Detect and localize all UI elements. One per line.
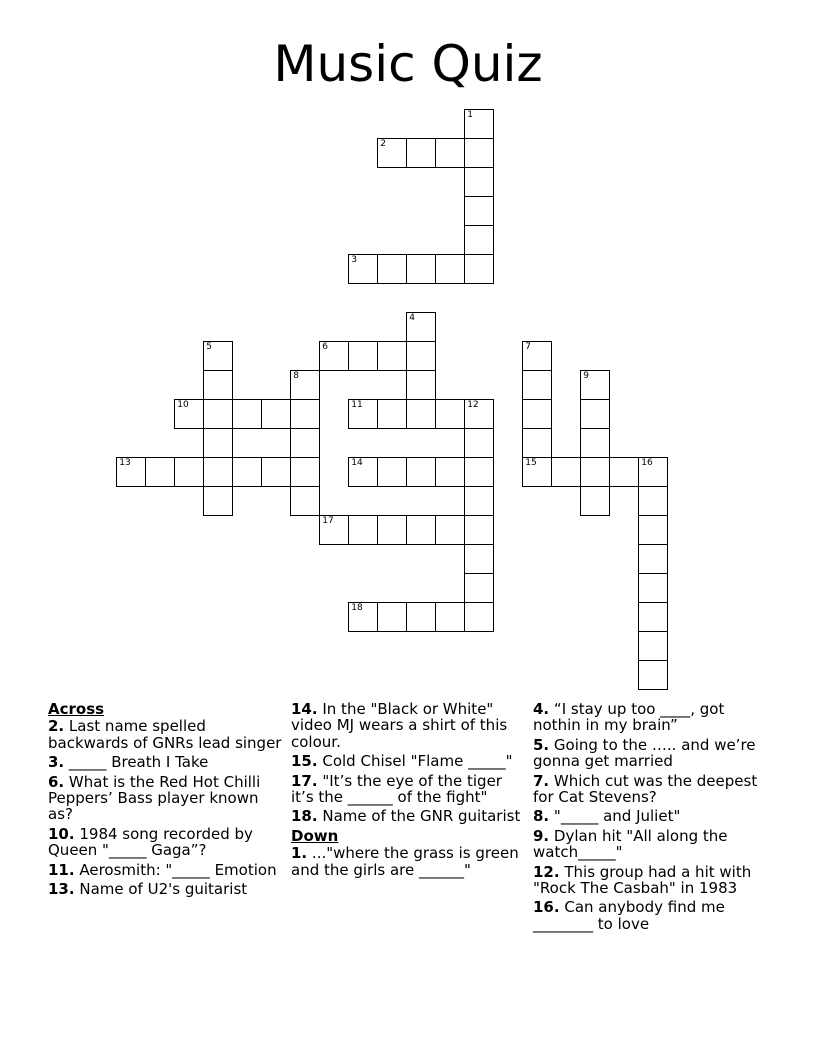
clue-down-8: 8. "_____ and Juliet"	[533, 807, 681, 826]
grid-cell[interactable]	[377, 399, 407, 429]
grid-cell[interactable]	[464, 457, 494, 487]
grid-cell[interactable]	[464, 167, 494, 197]
grid-cell[interactable]	[580, 399, 610, 429]
grid-cell[interactable]	[609, 457, 639, 487]
cell-number: 18	[351, 603, 363, 614]
cell-number: 10	[177, 400, 189, 411]
grid-cell[interactable]	[580, 486, 610, 516]
grid-cell[interactable]	[464, 225, 494, 255]
grid-cell[interactable]	[203, 486, 233, 516]
grid-cell[interactable]	[377, 138, 407, 168]
grid-cell[interactable]	[638, 660, 668, 690]
grid-cell[interactable]	[464, 196, 494, 226]
grid-cell[interactable]	[580, 370, 610, 400]
cell-number: 2	[380, 139, 386, 150]
grid-cell[interactable]	[638, 602, 668, 632]
grid-cell[interactable]	[464, 602, 494, 632]
cell-number: 9	[583, 371, 589, 382]
grid-cell[interactable]	[319, 341, 349, 371]
grid-cell[interactable]	[580, 457, 610, 487]
grid-cell[interactable]	[174, 399, 204, 429]
grid-cell[interactable]	[290, 370, 320, 400]
cell-number: 17	[322, 516, 334, 527]
across-heading: Across	[48, 700, 105, 718]
cell-number: 16	[641, 458, 653, 469]
grid-cell[interactable]	[435, 138, 465, 168]
cell-number: 12	[467, 400, 479, 411]
grid-cell[interactable]	[145, 457, 175, 487]
grid-cell[interactable]	[464, 138, 494, 168]
grid-cell[interactable]	[406, 341, 436, 371]
grid-cell[interactable]	[232, 399, 262, 429]
clue-across-15: 15. Cold Chisel "Flame _____"	[291, 752, 513, 771]
grid-cell[interactable]	[435, 602, 465, 632]
grid-cell[interactable]	[638, 631, 668, 661]
clue-across-11: 11. Aerosmith: "_____ Emotion	[48, 860, 277, 879]
cell-number: 15	[525, 458, 537, 469]
grid-cell[interactable]	[638, 515, 668, 545]
grid-cell[interactable]	[377, 457, 407, 487]
grid-cell[interactable]	[377, 341, 407, 371]
grid-cell[interactable]	[203, 428, 233, 458]
clue-down-7: 7. Which cut was the deepest for Cat Stevens?	[533, 771, 758, 807]
page-title: Music Quiz	[273, 35, 543, 93]
grid-cell[interactable]	[522, 428, 552, 458]
grid-cell[interactable]	[406, 138, 436, 168]
clues-column-2	[291, 700, 527, 881]
grid-cell[interactable]	[203, 457, 233, 487]
down-heading: Down	[291, 826, 339, 845]
grid-cell[interactable]	[464, 254, 494, 284]
grid-cell[interactable]	[464, 515, 494, 545]
grid-cell[interactable]	[435, 457, 465, 487]
grid-cell[interactable]	[290, 457, 320, 487]
grid-cell[interactable]	[406, 602, 436, 632]
grid-cell[interactable]	[406, 312, 436, 342]
clue-down-1: 1. ..."where the grass is green and the girls are ______"	[291, 844, 519, 879]
grid-cell[interactable]	[406, 515, 436, 545]
grid-cell[interactable]	[203, 370, 233, 400]
grid-cell[interactable]	[116, 457, 146, 487]
clue-across-17: 17. "It’s the eye of the tiger it’s the ______ of the fight"	[291, 771, 502, 807]
cell-number: 14	[351, 458, 363, 469]
grid-cell[interactable]	[290, 486, 320, 516]
grid-cell[interactable]	[638, 544, 668, 574]
clue-across-6: 6. What is the Red Hot Chilli Peppers’ Bass player known as?	[48, 772, 261, 824]
grid-cell[interactable]	[261, 457, 291, 487]
clue-down-5: 5. Going to the ….. and we’re gonna get married	[533, 735, 756, 771]
cell-number: 8	[293, 371, 299, 382]
grid-cell[interactable]	[232, 457, 262, 487]
grid-cell[interactable]	[464, 544, 494, 574]
grid-cell[interactable]	[551, 457, 581, 487]
grid-cell[interactable]	[348, 399, 378, 429]
clue-across-2: 2. Last name spelled backwards of GNRs lead singer	[48, 717, 282, 752]
grid-cell[interactable]	[348, 254, 378, 284]
clue-across-10: 10. 1984 song recorded by Queen "_____ Gaga”?	[48, 824, 253, 860]
grid-cell[interactable]	[203, 399, 233, 429]
grid-cell[interactable]	[174, 457, 204, 487]
grid-cell[interactable]	[290, 428, 320, 458]
clues-column-3	[533, 700, 769, 935]
clue-across-14: 14. In the "Black or White" video MJ wears a shirt of this colour.	[291, 700, 508, 751]
grid-cell[interactable]	[464, 399, 494, 429]
grid-cell[interactable]	[261, 399, 291, 429]
clue-down-4: 4. “I stay up too ____, got nothin in my brain”	[533, 700, 725, 735]
grid-cell[interactable]	[638, 573, 668, 603]
grid-cell[interactable]	[522, 457, 552, 487]
cell-number: 3	[351, 255, 357, 266]
cell-number: 1	[467, 110, 473, 121]
cell-number: 4	[409, 313, 415, 324]
grid-cell[interactable]	[522, 370, 552, 400]
grid-cell[interactable]	[348, 457, 378, 487]
grid-cell[interactable]	[406, 254, 436, 284]
grid-cell[interactable]	[580, 428, 610, 458]
grid-cell[interactable]	[435, 515, 465, 545]
grid-cell[interactable]	[203, 341, 233, 371]
grid-cell[interactable]	[435, 254, 465, 284]
grid-cell[interactable]	[406, 370, 436, 400]
grid-cell[interactable]	[348, 602, 378, 632]
grid-cell[interactable]	[348, 341, 378, 371]
cell-number: 6	[322, 342, 328, 353]
grid-cell[interactable]	[464, 428, 494, 458]
clue-down-16: 16. Can anybody find me ________ to love	[533, 898, 725, 933]
grid-cell[interactable]	[406, 399, 436, 429]
clue-down-9: 9. Dylan hit "All along the watch_____"	[533, 826, 728, 862]
clue-across-13: 13. Name of U2's guitarist	[48, 880, 248, 899]
clue-down-12: 12. This group had a hit with "Rock The Casbah" in 1983	[533, 862, 752, 898]
clue-across-18: 18. Name of the GNR guitarist	[291, 807, 521, 826]
grid-cell[interactable]	[522, 399, 552, 429]
grid-cell[interactable]	[377, 515, 407, 545]
grid-cell[interactable]	[377, 254, 407, 284]
cell-number: 13	[119, 458, 131, 469]
grid-cell[interactable]	[290, 399, 320, 429]
grid-cell[interactable]	[638, 457, 668, 487]
grid-cell[interactable]	[435, 399, 465, 429]
cell-number: 11	[351, 400, 363, 411]
clue-across-3: 3. _____ Breath I Take	[48, 753, 209, 772]
clues-column-1	[48, 700, 284, 900]
grid-cell[interactable]	[319, 515, 349, 545]
grid-cell[interactable]	[406, 457, 436, 487]
cell-number: 5	[206, 342, 212, 353]
grid-cell[interactable]	[464, 486, 494, 516]
grid-cell[interactable]	[464, 109, 494, 139]
grid-cell[interactable]	[638, 486, 668, 516]
cell-number: 7	[525, 342, 531, 353]
grid-cell[interactable]	[348, 515, 378, 545]
grid-cell[interactable]	[464, 573, 494, 603]
grid-cell[interactable]	[522, 341, 552, 371]
grid-cell[interactable]	[377, 602, 407, 632]
